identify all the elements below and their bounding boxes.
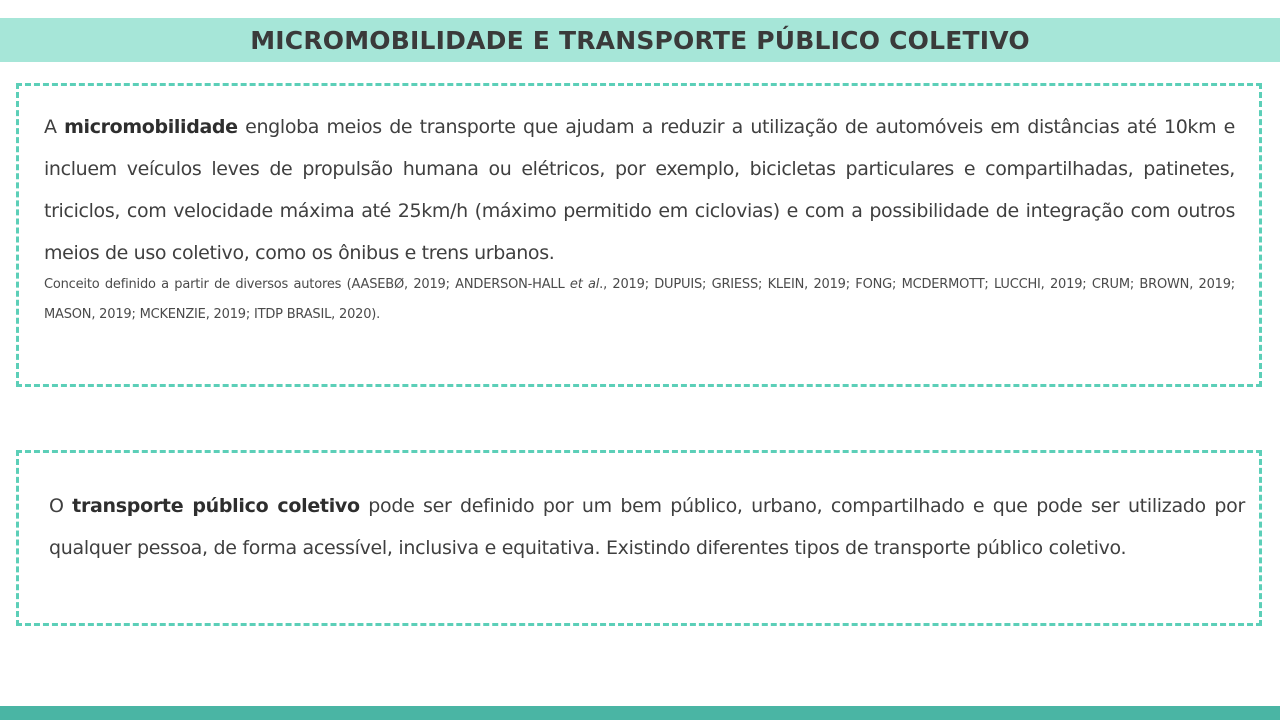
- public-transport-definition-box: [16, 450, 1262, 626]
- micromobility-paragraph: [44, 106, 1235, 274]
- footer-bar: [0, 706, 1280, 720]
- micromobility-term: micromobilidade: [64, 116, 238, 138]
- reference-after: ., 2019; DUPUIS; GRIESS; KLEIN, 2019; FONG; MCDERMOTT; LUCCHI, 2019; CRUM; BROWN, 2019; MASON, 2019; MCKENZIE, 2019; ITDP BRASIL, 2020).: [44, 277, 1235, 322]
- slide-title: MICROMOBILIDADE E TRANSPORTE PÚBLICO COLETIVO: [250, 25, 1030, 55]
- micromobility-definition-box: [16, 83, 1262, 387]
- micromobility-intro: A: [44, 116, 65, 138]
- public-transport-body: pode ser definido por um bem público, urbano, compartilhado e que pode ser utilizado por qualquer pessoa, de forma acessível, inclusiva e equitativa. Existindo diferentes tipos de transporte público coletivo.: [49, 495, 1245, 559]
- public-transport-paragraph: [49, 485, 1245, 569]
- micromobility-reference: [44, 270, 1235, 330]
- public-transport-intro: O: [49, 495, 73, 517]
- micromobility-body: engloba meios de transporte que ajudam a reduzir a utilização de automóveis em distâncias até 10km e incluem veículos leves de propulsão humana ou elétricos, por exemplo, bicicletas particulares e compartilhadas, patinetes, triciclos, com velocidade máxima até 25km/h (máximo permitido em ciclovias) e com a possibilidade de integração com outros meios de uso coletivo, como os ônibus e trens urbanos.: [44, 116, 1235, 264]
- reference-before: Conceito definido a partir de diversos autores (AASEBØ, 2019; ANDERSON-HALL: [44, 277, 570, 292]
- reference-italic: et al: [569, 277, 600, 292]
- public-transport-term: transporte público coletivo: [72, 495, 360, 517]
- title-bar: [0, 18, 1280, 62]
